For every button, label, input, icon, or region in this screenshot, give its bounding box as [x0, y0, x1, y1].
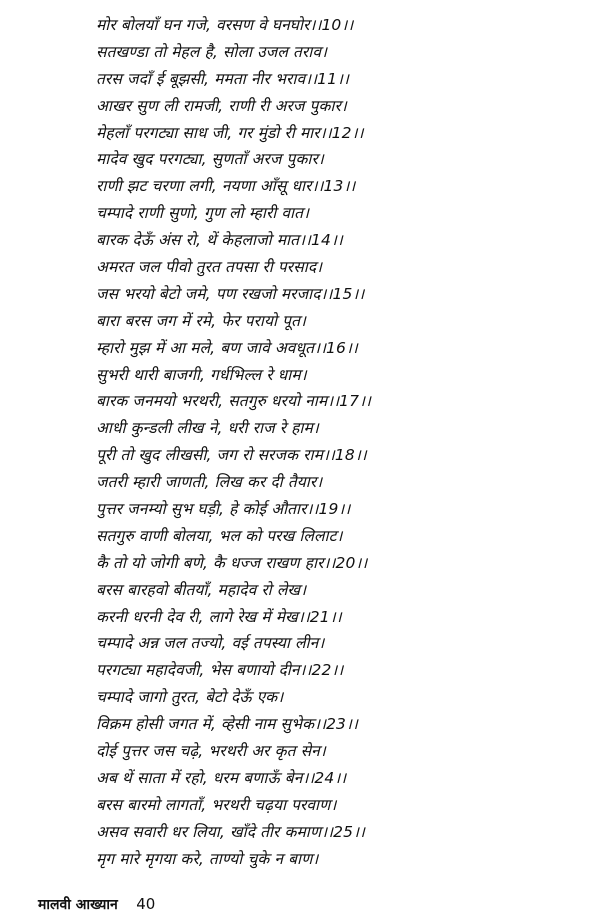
verse-line: असव सवारी धर लिया, खाँदे तीर कमाण।।25।।	[96, 822, 366, 841]
verse-line: चम्पादे अन्न जल तज्यो, वई तपस्या लीन।	[96, 634, 325, 653]
verse-line: राणी झट चरणा लगी, नयणा आँसू धार।।13।।	[96, 177, 356, 196]
verse-line: अब थें साता में रहो, धरम बणाऊँ बेन।।24।।	[96, 768, 347, 787]
verse-line: म्हारो मुझ में आ मले, बण जावे अवधूत।।16।।	[96, 338, 358, 357]
verse-line: पुत्तर जनम्यो सुभ घड़ी, हे कोई औतार।।19।।	[96, 500, 351, 519]
verse-line: मादेव खुद परगट्या, सुणताँ अरज पुकार।	[96, 150, 324, 169]
verse-line: बरस बारहवो बीतयाँ, महादेव रो लेख।	[96, 580, 307, 599]
verse-line: सुभरी थारी बाजगी, गर्धभिल्ल रे धाम।	[96, 365, 307, 384]
verse-line: सतगुरु वाणी बोलया, भल को परख लिलाट।	[96, 526, 343, 545]
verse-line: बरस बारमो लागताँ, भरथरी चढ़या परवाण।	[96, 795, 337, 814]
verse-line: जतरी म्हारी जाणती, लिख कर दी तैयार।	[96, 473, 323, 492]
page-footer	[38, 892, 155, 916]
verse-line: जस भरयो बेटो जमे, पण रखजो मरजाद।।15।।	[96, 284, 365, 303]
verse-line: परगट्या महादेवजी, भेस बणायो दीन।।22।।	[96, 661, 344, 680]
verse-line: सतखण्डा तो मेहल है, सोला उजल तराव।	[96, 42, 328, 61]
verse-line: बारा बरस जग में रमे, फेर परायो पूत।	[96, 311, 306, 330]
verse-line: मोर बोलयाँ घन गजे, वरसण वे घनघोर।।10।।	[96, 16, 354, 34]
verse-line: बारक देऊँ अंस रो, थें केहलाजो मात।।14।।	[96, 231, 343, 250]
verse-line: करनी धरनी देव री, लागे रेख में मेख।।21।।	[96, 607, 342, 626]
verse-line: मेहलाँ परगट्या साध जी, गर मुंडो री मार।।12।।	[96, 123, 364, 142]
verse-line: कै तो यो जोगी बणे, कै धज्ज राखण हार।।20।।	[96, 553, 368, 572]
verse-list	[96, 12, 586, 873]
verse-line: तरस जदाँ ई बूझसी, ममता नीर भराव।।11।।	[96, 69, 349, 88]
verse-line: मृग मारे मृगया करे, ताण्यो चुके न बाण।	[96, 849, 319, 868]
verse-line: चम्पादे राणी सुणो, गुण लो म्हारी वात।	[96, 204, 310, 223]
verse-line: बारक जनमयो भरथरी, सतगुरु धरयो नाम।।17।।	[96, 392, 372, 411]
verse-line: आखर सुण ली रामजी, राणी री अरज पुकार।	[96, 96, 347, 115]
verse-line: दोई पुत्तर जस चढ़े, भरथरी अर कृत सेन।	[96, 742, 326, 761]
verse-line: आधी कुन्डली लीख ने, धरी राज रे हाम।	[96, 419, 319, 438]
page-number: 40	[136, 895, 156, 913]
verse-line: पूरी तो खुद लीखसी, जग रो सरजक राम।।18।।	[96, 446, 367, 465]
verse-line: चम्पादे जागो तुरत, बेटो देऊँ एक।	[96, 688, 284, 707]
book-title: मालवी आख्यान	[38, 897, 118, 913]
verse-line: विक्रम होसी जगत में, व्हेसी नाम सुभेक।।23।।	[96, 715, 358, 734]
verse-line: अमरत जल पीवो तुरत तपसा री परसाद।	[96, 258, 323, 277]
